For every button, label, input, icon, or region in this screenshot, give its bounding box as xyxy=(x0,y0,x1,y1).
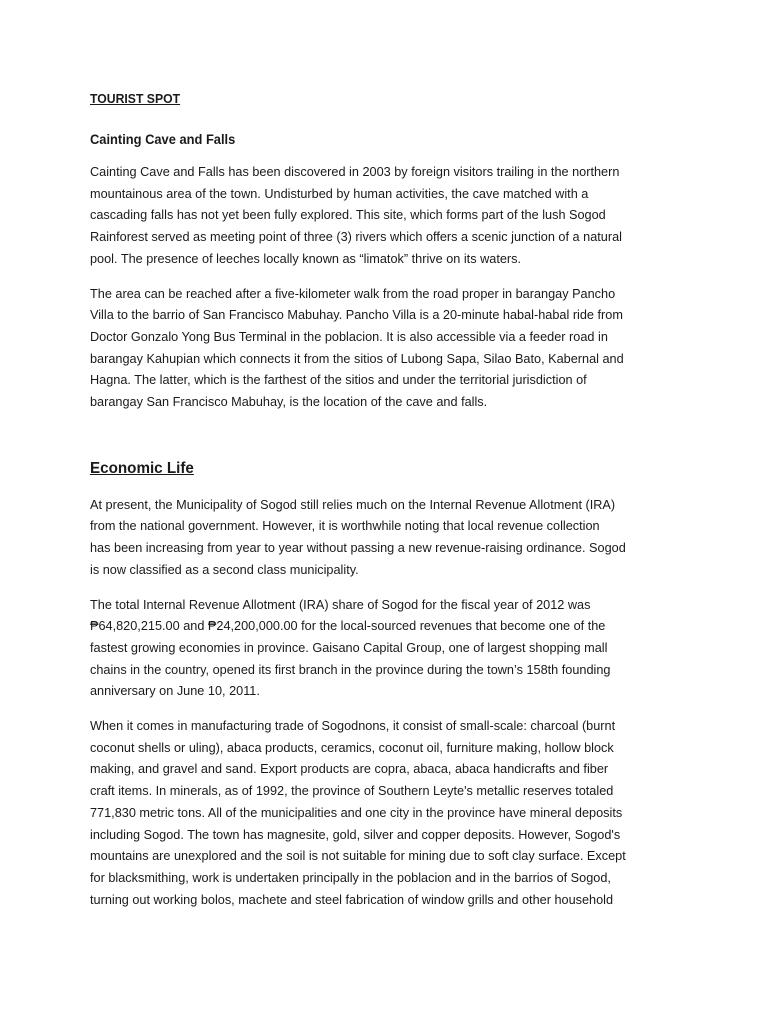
text-line: mountainous area of the town. Undisturbed by human activities, the cave matched with a xyxy=(90,185,589,201)
text-line: barangay San Francisco Mabuhay, is the location of the cave and falls. xyxy=(90,394,488,410)
text-line: including Sogod. The town has magnesite, gold, silver and copper deposits. However, Sogod's xyxy=(90,826,621,842)
text-line: barangay Kahupian which connects it from the sitios of Lubong Sapa, Silao Bato, Kabernal and xyxy=(90,350,624,366)
text-line: The total Internal Revenue Allotment (IRA) share of Sogod for the fiscal year of 2012 was xyxy=(90,596,591,612)
tourist-spot-heading: TOURIST SPOT xyxy=(90,91,181,106)
text-line: mountains are unexplored and the soil is not suitable for mining due to soft clay surface. Except xyxy=(90,848,626,864)
economic-life-heading: Economic Life xyxy=(90,459,194,477)
text-line: Hagna. The latter, which is the farthest of the sitios and under the territorial jurisdiction of xyxy=(90,372,587,388)
text-line: has been increasing from year to year without passing a new revenue-raising ordinance. Sogod xyxy=(90,540,626,556)
text-line: craft items. In minerals, as of 1992, the province of Southern Leyte's metallic reserves totaled xyxy=(90,783,614,799)
paragraph-cave-discovery xyxy=(90,161,680,270)
text-line: fastest growing economies in province. Gaisano Capital Group, one of largest shopping mall xyxy=(90,639,608,655)
text-line: is now classified as a second class municipality. xyxy=(90,561,359,577)
text-line: 771,830 metric tons. All of the municipalities and one city in the province have mineral deposits xyxy=(90,804,623,820)
text-line: from the national government. However, it is worthwhile noting that local revenue collection xyxy=(90,518,600,534)
paragraph-cave-access xyxy=(90,283,680,413)
paragraph-ira xyxy=(90,494,680,581)
paragraph-manufacturing xyxy=(90,715,680,910)
paragraph-revenue xyxy=(90,594,680,703)
text-line: ₱64,820,215.00 and ₱24,200,000.00 for the local-sourced revenues that become one of the xyxy=(90,618,606,634)
text-line: When it comes in manufacturing trade of Sogodnons, it consist of small-scale: charcoal (burnt xyxy=(90,718,616,734)
text-line: making, and gravel and sand. Export products are copra, abaca, abaca handicrafts and fiber xyxy=(90,761,609,777)
text-line: anniversary on June 10, 2011. xyxy=(90,683,260,699)
text-line: turning out working bolos, machete and steel fabrication of window grills and other household xyxy=(90,891,614,907)
text-line: At present, the Municipality of Sogod still relies much on the Internal Revenue Allotment (IRA) xyxy=(90,496,616,512)
text-line: Rainforest served as meeting point of three (3) rivers which offers a scenic junction of a natural xyxy=(90,229,622,245)
document-page xyxy=(90,90,680,923)
text-line: Cainting Cave and Falls has been discovered in 2003 by foreign visitors trailing in the northern xyxy=(90,164,620,179)
text-line: chains in the country, opened its first branch in the province during the town’s 158th founding xyxy=(90,661,611,677)
text-line: Doctor Gonzalo Yong Bus Terminal in the poblacion. It is also accessible via a feeder road in xyxy=(90,328,608,344)
text-line: cascading falls has not yet been fully explored. This site, which forms part of the lush Sogod xyxy=(90,207,606,223)
cainting-cave-subheading: Cainting Cave and Falls xyxy=(90,131,236,147)
text-line: coconut shells or uling), abaca products, ceramics, coconut oil, furniture making, hollow block xyxy=(90,739,614,755)
text-line: The area can be reached after a five-kilometer walk from the road proper in barangay Pancho xyxy=(90,285,616,301)
text-line: for blacksmithing, work is undertaken principally in the poblacion and in the barrios of Sogod, xyxy=(90,869,611,885)
text-line: pool. The presence of leeches locally known as “limatok” thrive on its waters. xyxy=(90,250,522,266)
text-line: Villa to the barrio of San Francisco Mabuhay. Pancho Villa is a 20-minute habal-habal ride from xyxy=(90,307,623,323)
